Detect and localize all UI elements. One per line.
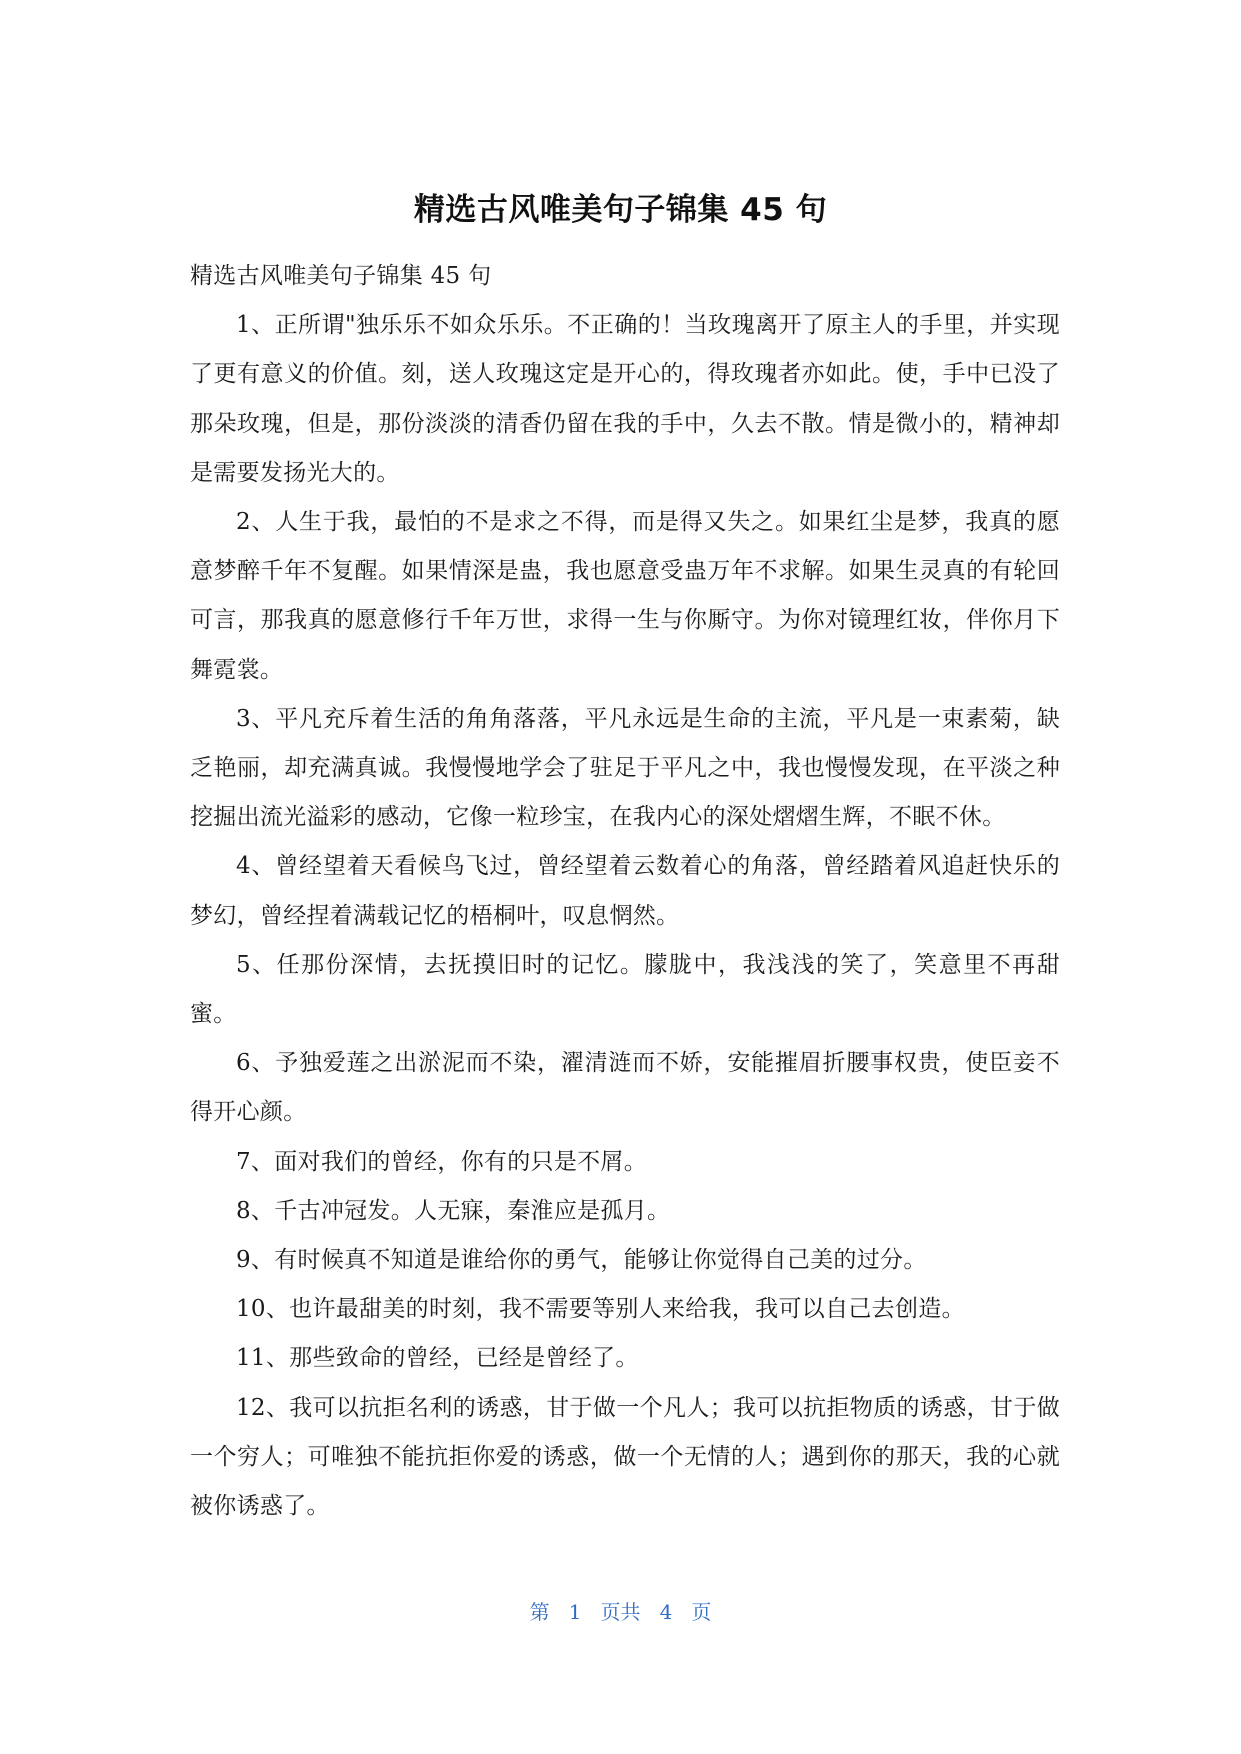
footer-total-pages: 4	[659, 1600, 673, 1624]
page-number-footer	[0, 1598, 1241, 1626]
paragraph-3: 3、平凡充斥着生活的角角落落，平凡永远是生命的主流，平凡是一束素菊，缺乏艳丽，却充满真诚。我慢慢地学会了驻足于平凡之中，我也慢慢发现，在平淡之种挖掘出流光溢彩的感动，它像一粒珍宝，在我内心的深处熠熠生辉，不眠不休。	[190, 705, 1060, 831]
footer-current-page: 1	[568, 1600, 582, 1624]
footer-page-word: 第	[529, 1600, 550, 1624]
document-subtitle: 精选古风唯美句子锦集 45 句	[190, 263, 492, 289]
paragraph-7: 7、面对我们的曾经，你有的只是不屑。	[236, 1148, 648, 1175]
footer-page-end-word: 页	[691, 1600, 712, 1624]
paragraph-5: 5、任那份深情，去抚摸旧时的记忆。朦胧中，我浅浅的笑了，笑意里不再甜蜜。	[190, 951, 1060, 1028]
paragraph-1: 1、正所谓"独乐乐不如众乐乐。不正确的！当玫瑰离开了原主人的手里，并实现了更有意义的价值。刻，送人玫瑰这定是开心的，得玫瑰者亦如此。使，手中已没了那朵玫瑰，但是，那份淡淡的清香仍留在我的手中，久去不散。情是微小的，精神却是需要发扬光大的。	[190, 312, 1060, 486]
paragraph-6: 6、予独爱莲之出淤泥而不染，濯清涟而不娇，安能摧眉折腰事权贵，使臣妾不得开心颜。	[190, 1050, 1060, 1126]
paragraph-4: 4、曾经望着天看候鸟飞过，曾经望着云数着心的角落，曾经踏着风追赶快乐的梦幻，曾经捏着满载记忆的梧桐叶，叹息惘然。	[190, 853, 1060, 929]
paragraph-8: 8、千古冲冠发。人无寐，秦淮应是孤月。	[236, 1197, 671, 1224]
footer-page-total-word: 页共	[600, 1600, 641, 1624]
paragraph-9: 9、有时候真不知道是谁给你的勇气，能够让你觉得自己美的过分。	[236, 1247, 927, 1274]
paragraph-11: 11、那些致命的曾经，已经是曾经了。	[236, 1345, 639, 1372]
paragraph-12: 12、我可以抗拒名利的诱惑，甘于做一个凡人；我可以抗拒物质的诱惑，甘于做一个穷人；可唯独不能抗拒你爱的诱惑，做一个无情的人；遇到你的那天，我的心就被你诱惑了。	[190, 1394, 1060, 1520]
document-body	[190, 252, 1060, 1531]
paragraph-10: 10、也许最甜美的时刻，我不需要等别人来给我，我可以自己去创造。	[236, 1296, 965, 1323]
paragraph-2: 2、人生于我，最怕的不是求之不得，而是得又失之。如果红尘是梦，我真的愿意梦醉千年不复醒。如果情深是蛊，我也愿意受蛊万年不求解。如果生灵真的有轮回可言，那我真的愿意修行千年万世，求得一生与你厮守。为你对镜理红妆，伴你月下舞霓裳。	[190, 509, 1060, 683]
document-title: 精选古风唯美句子锦集 45 句	[413, 192, 828, 228]
